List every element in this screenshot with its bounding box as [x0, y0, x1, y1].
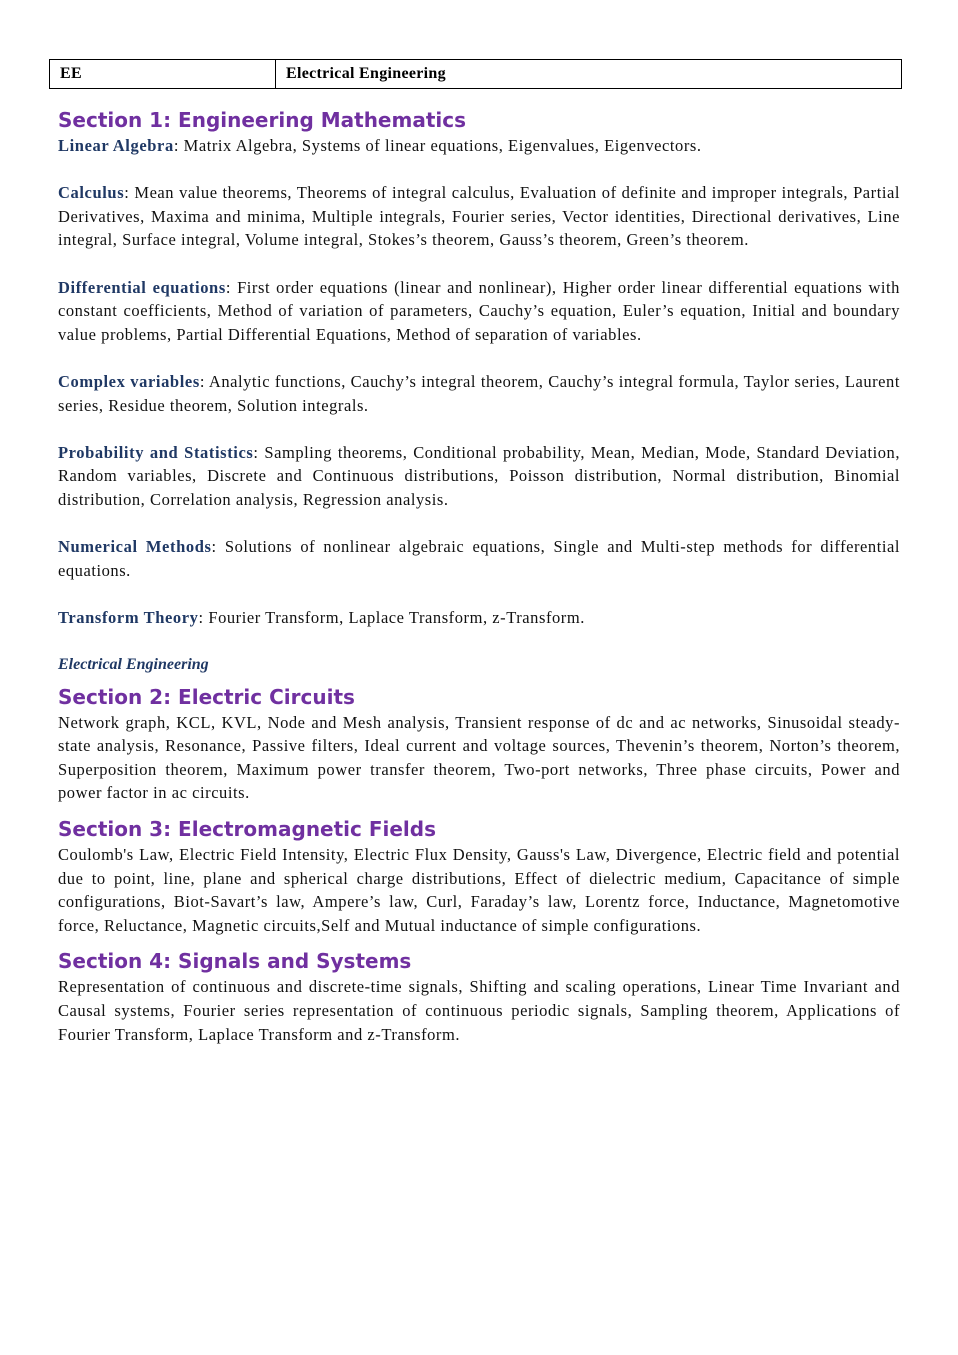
- topic-term: Transform Theory: [58, 607, 199, 627]
- section3-body: Coulomb's Law, Electric Field Intensity, Electric Flux Density, Gauss's Law, Divergence, Electric field and potential due to point, line, plane and spherical charge distributions, Effect of dielectric medium, Capacitance of simple configurations, Biot-Savart’s law, Ampere’s law, Curl, Faraday’s law, Lorentz force, Inductance, Magnetomotive force, Reluctance, Magnetic circuits,Self and Mutual inductance of simple configurations.: [58, 845, 900, 935]
- topic-term: Linear Algebra: [58, 136, 174, 155]
- topic-term: Numerical Methods: [58, 537, 212, 557]
- topic-differential-equations: [58, 276, 900, 347]
- topic-text: : Fourier Transform, Laplace Transform, z-Transform.: [198, 607, 585, 627]
- topic-text: : Analytic functions, Cauchy’s integral theorem, Cauchy’s integral formula, Taylor series, Laurent series, Residue theorem, Solution integrals.: [58, 371, 900, 415]
- topic-probability-statistics: [58, 441, 900, 512]
- paper-code: EE: [50, 60, 276, 89]
- topic-text: : First order equations (linear and nonlinear), Higher order linear differential equations with constant coefficients, Method of variation of parameters, Cauchy’s equation, Euler’s equation, Initial and boundary value problems, Partial Differential Equations, Method of separation of variables.: [58, 277, 900, 344]
- topic-text: : Mean value theorems, Theorems of integral calculus, Evaluation of definite and improper integrals, Partial Derivatives, Maxima and minima, Multiple integrals, Fourier series, Vector identities, Directional derivatives, Line integral, Surface integral, Volume integral, Stokes’s theorem, Gauss’s theorem, Green’s theorem.: [58, 183, 900, 250]
- syllabus-content: [58, 106, 900, 1046]
- topic-linear-algebra: [58, 134, 900, 158]
- paper-header-table: [49, 59, 902, 89]
- section4-body: Representation of continuous and discrete-time signals, Shifting and scaling operations, Linear Time Invariant and Causal systems, Fourier series representation of continuous periodic signals, Sampling theorem, Applications of Fourier Transform, Laplace Transform and z-Transform.: [58, 977, 900, 1044]
- topic-term: Calculus: [58, 183, 125, 203]
- topic-complex-variables: [58, 370, 900, 417]
- section4-title: Section 4: Signals and Systems: [58, 949, 412, 974]
- section2-body: Network graph, KCL, KVL, Node and Mesh analysis, Transient response of dc and ac networks, Sinusoidal steady-state analysis, Resonance, Passive filters, Ideal current and voltage sources, Thevenin’s theorem, Norton’s theorem, Superposition theorem, Maximum power transfer theorem, Two-port networks, Three phase circuits, Power and power factor in ac circuits.: [58, 712, 900, 803]
- paper-title: Electrical Engineering: [276, 60, 902, 89]
- section2-title: Section 2: Electric Circuits: [58, 684, 355, 709]
- topic-term: Probability and Statistics: [58, 442, 254, 462]
- section3-title: Section 3: Electromagnetic Fields: [58, 817, 437, 842]
- core-subheading: Electrical Engineering: [58, 656, 209, 674]
- topic-term: Complex variables: [58, 371, 200, 391]
- topic-calculus: [58, 181, 900, 252]
- topic-text: : Solutions of nonlinear algebraic equations, Single and Multi-step methods for differential equations.: [58, 537, 900, 580]
- topic-text: : Matrix Algebra, Systems of linear equations, Eigenvalues, Eigenvectors.: [173, 136, 702, 155]
- topic-transform-theory: [58, 606, 900, 630]
- section1-title: Section 1: Engineering Mathematics: [58, 108, 467, 132]
- topic-term: Differential equations: [58, 277, 226, 297]
- topic-numerical-methods: [58, 535, 900, 582]
- topic-text: : Sampling theorems, Conditional probability, Mean, Median, Mode, Standard Deviation, Random variables, Discrete and Continuous distributions, Poisson distribution, Normal distribution, Binomial distribution, Correlation analysis, Regression analysis.: [58, 442, 900, 509]
